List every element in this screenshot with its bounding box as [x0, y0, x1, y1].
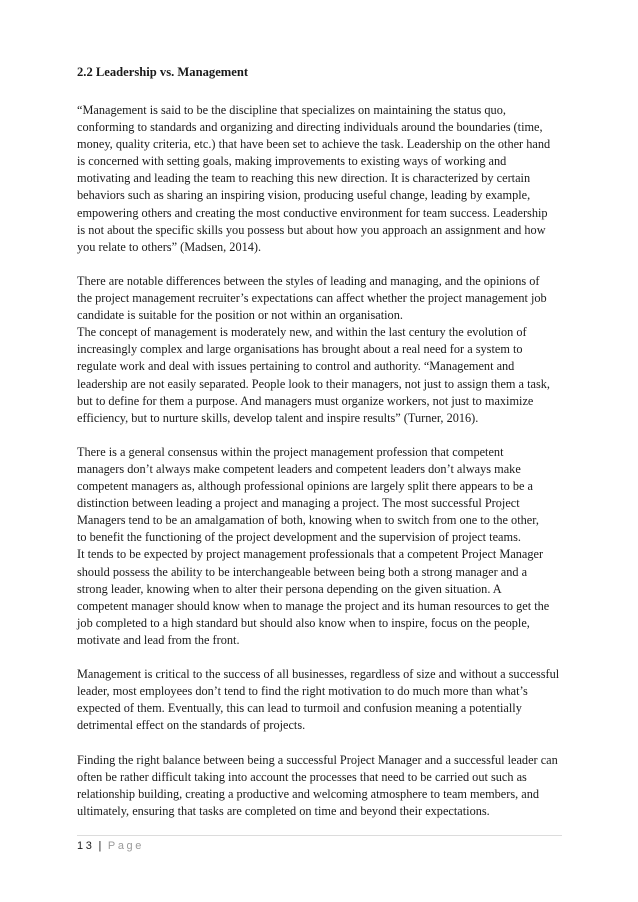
paragraph-gap [77, 734, 565, 751]
paragraph-notable-differences: There are notable differences between the styles of leading and managing, and the opinions of the project management recruiter’s expectations can affect whether the project management job candidate is suitable for the position or not within an organisation. [77, 273, 547, 323]
paragraph-expected-competence: It tends to be expected by project management professionals that a competent Project Manager should possess the ability to be interchangeable between being both a strong manager and a strong leader, knowing when to alter their persona depending on the given situation. A competent manager should know when to manage the project and its human resources to get the job completed to a high standard but should also know when to inspire, focus on the people, motivate and lead from the front. [77, 547, 550, 647]
body-text [77, 102, 565, 820]
page-number: 13 [77, 840, 95, 852]
paragraph-gap [77, 427, 565, 444]
footer-separator: | [98, 840, 104, 852]
paragraph-gap [77, 256, 565, 273]
paragraph-definition-quote: “Management is said to be the discipline that specializes on maintaining the status quo, conforming to standards and organizing and directing individuals around the boundaries (time, money, quality criteria, etc.) that have been set to achieve the task. Leadership on the other hand is concerned with setting goals, making improvements to existing ways of working and motivating and leading the team to reaching this new direction. It is characterized by certain behaviors such as sharing an inspiring vision, producing useful change, leading by example, empowering others and creating the most conductive environment for team success. Leadership is not about the specific skills you possess but about how you approach an assignment and how you relate to others” (Madsen, 2014). [77, 103, 551, 254]
paragraph-finding-balance: Finding the right balance between being a successful Project Manager and a successful leader can often be rather difficult taking into account the processes that need to be carried out such as relationship building, creating a productive and welcoming atmosphere to team members, and ultimately, ensuring that tasks are completed on time and beyond their expectations. [77, 752, 558, 818]
paragraph-management-critical: Management is critical to the success of all businesses, regardless of size and without a successful leader, most employees don’t tend to find the right motivation to do much more than what’s expected of them. Eventually, this can lead to turmoil and confusion meaning a potentially detrimental effect on the standards of projects. [77, 667, 560, 733]
footer-divider [77, 835, 562, 836]
section-heading: 2.2 Leadership vs. Management [77, 65, 249, 79]
paragraph-general-consensus: There is a general consensus within the project management profession that competent managers don’t always make competent leaders and competent leaders don’t always make competent managers as, although professional opinions are largely split there appears to be a distinction between leading a project and managing a project. The most successful Project Managers tend to be an amalgamation of both, knowing when to switch from one to the other, to benefit the functioning of the project development and the supervision of project teams. [77, 444, 539, 545]
page-label: Page [107, 840, 144, 852]
paragraph-concept-of-management: The concept of management is moderately new, and within the last century the evolution of increasingly complex and large organisations has brought about a real need for a system to regulate work and deal with issues pertaining to control and authority. “Management and leadership are not easily separated. People look to their managers, not just to assign them a task, but to define for them a purpose. And managers must organize workers, not just to maximize efficiency, but to nurture skills, develop talent and inspire results” (Turner, 2016). [77, 325, 550, 425]
paragraph-gap [77, 649, 565, 666]
page-footer [77, 840, 144, 852]
